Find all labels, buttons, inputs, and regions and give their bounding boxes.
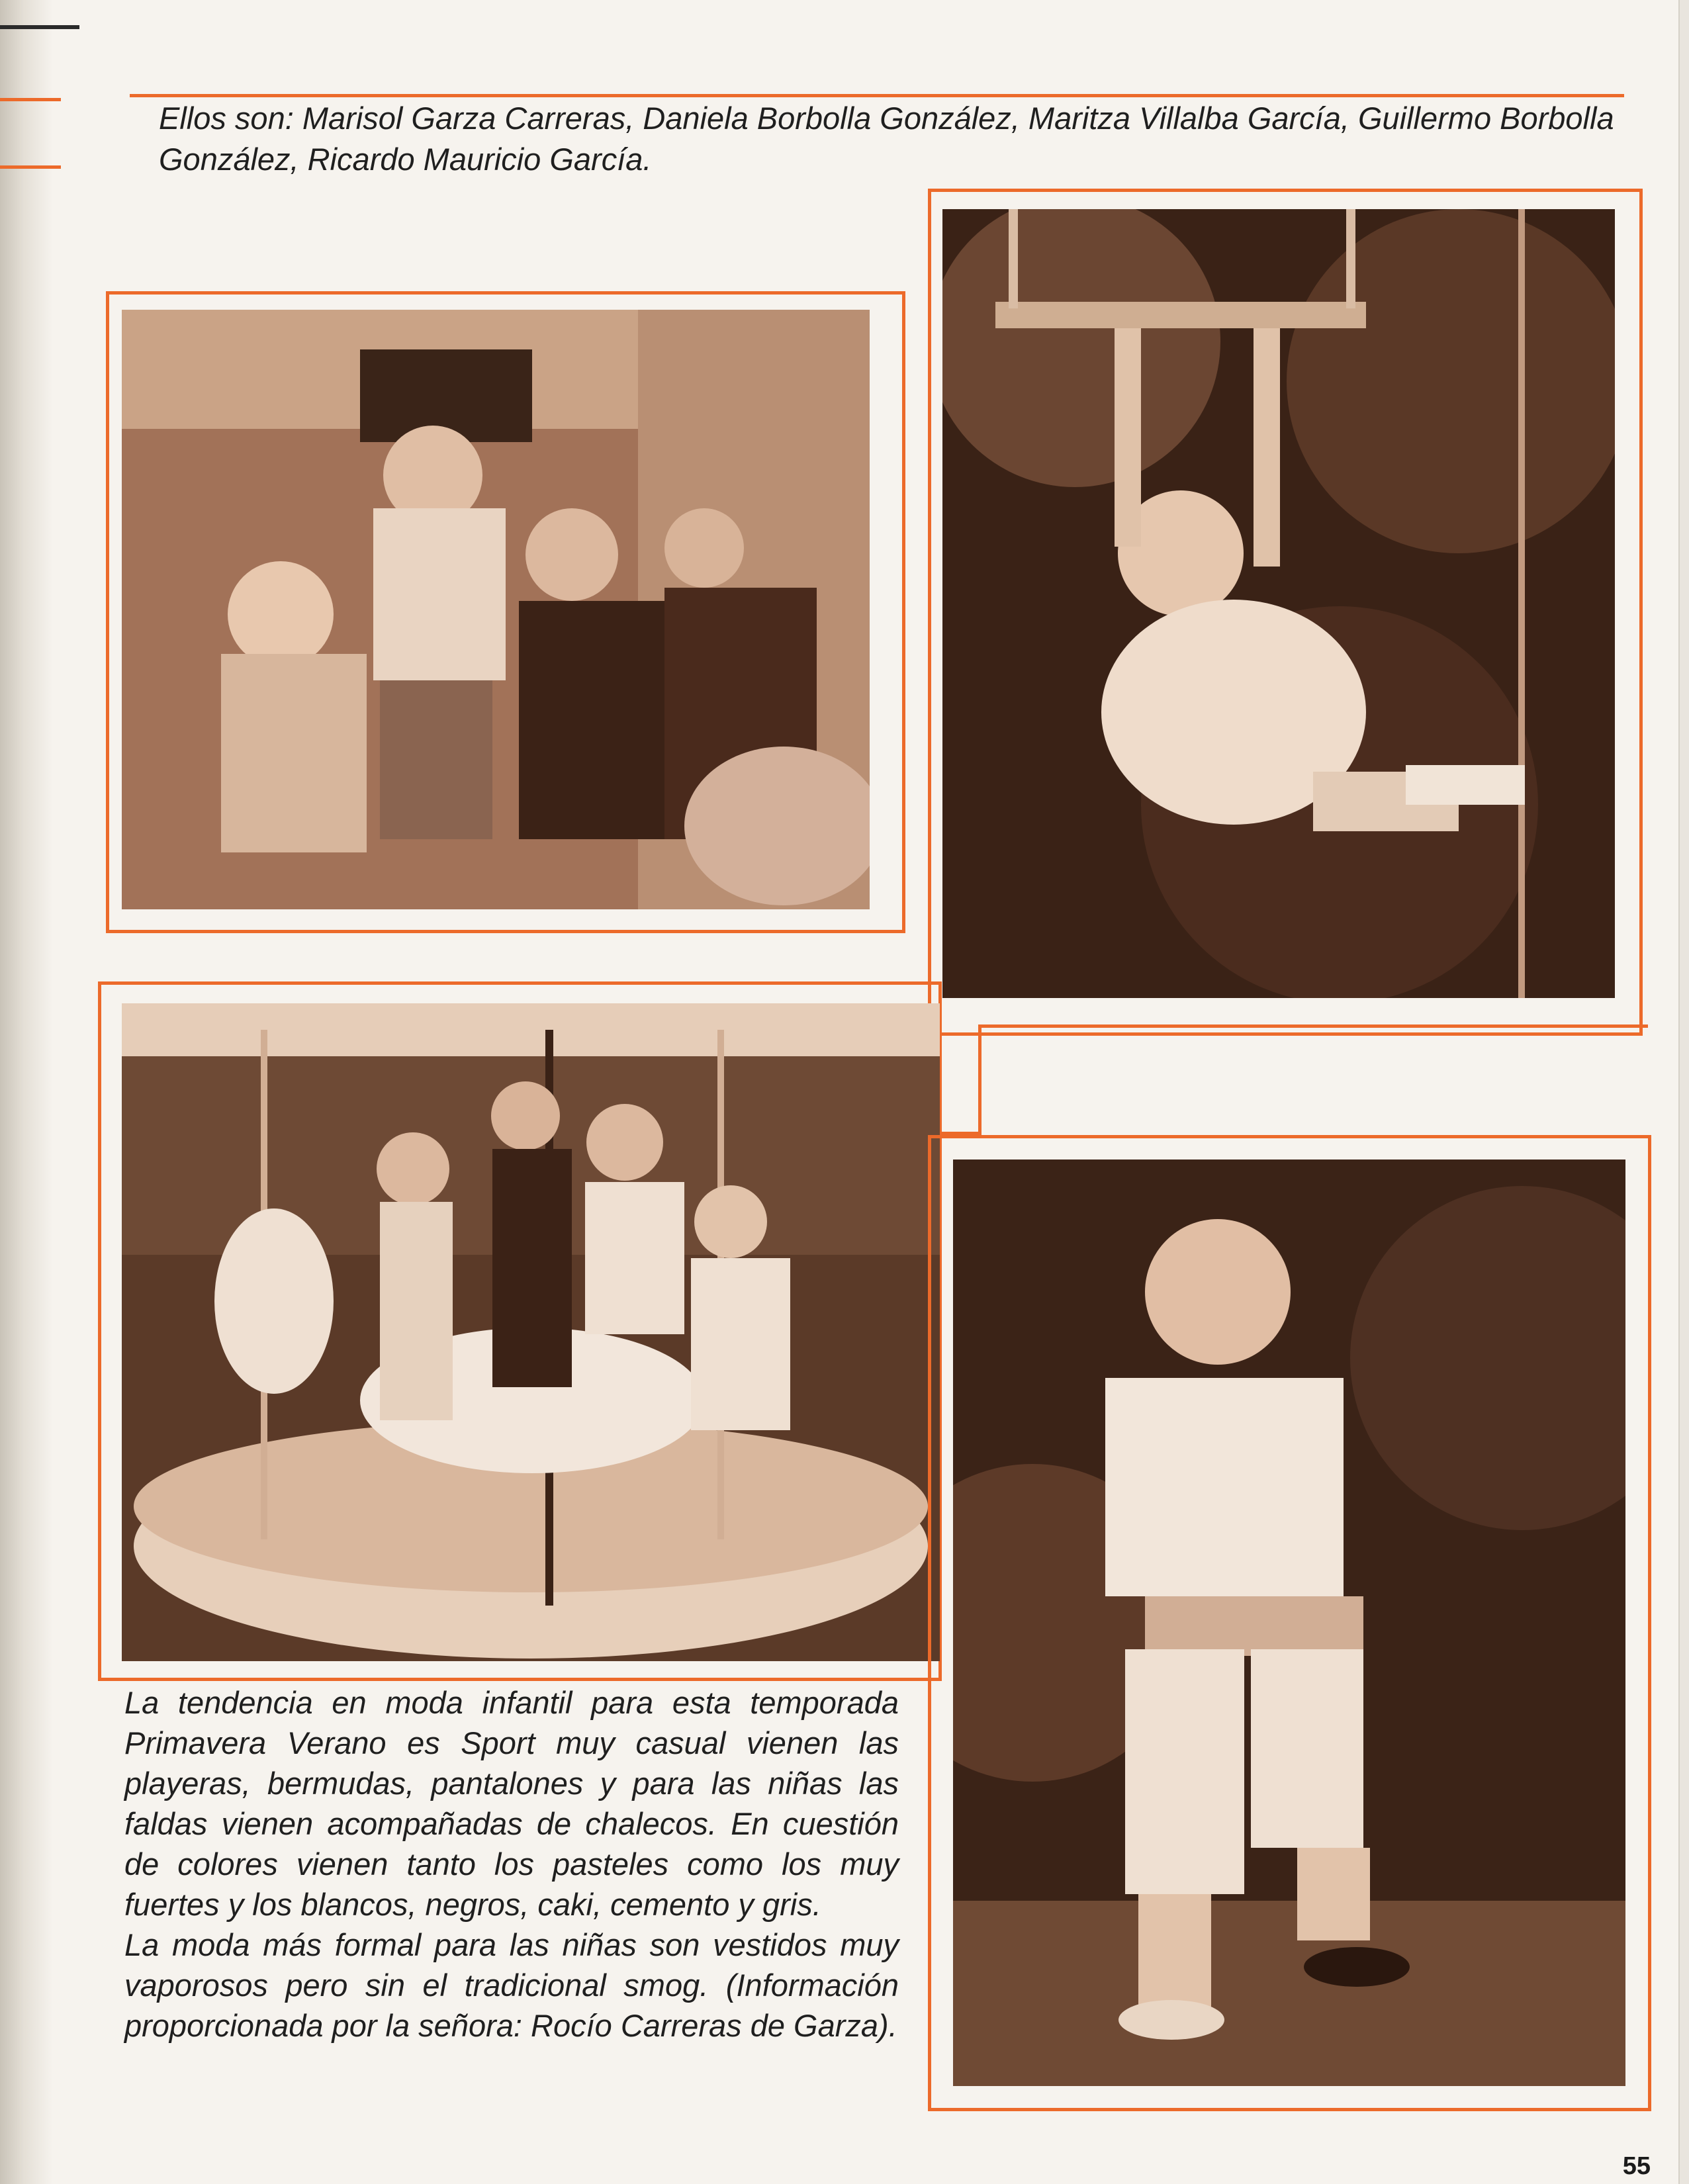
page-right-edge xyxy=(1678,0,1689,2184)
connector-rule-1 xyxy=(980,1024,1648,1028)
left-margin-rule-top xyxy=(0,98,61,101)
page-binding-shadow xyxy=(0,0,53,2184)
photo-children-carousel xyxy=(122,1003,940,1661)
photo-icon xyxy=(122,310,870,909)
photo-icon xyxy=(122,1003,940,1661)
photo-caption: Ellos son: Marisol Garza Carreras, Daniela Borbolla González, Maritza Villalba García, Guillermo Borbolla González, Ricardo Mauricio García. xyxy=(159,101,1614,177)
article-text xyxy=(124,1682,899,2046)
connector-rule-2 xyxy=(978,1024,981,1137)
article-paragraph-1: La tendencia en moda infantil para esta temporada Primavera Verano es Sport muy casual vienen las playeras, bermudas, pantalones y para las niñas las faldas vienen acompañadas de chalecos. En cuestión de colores vienen tanto los pasteles como los muy fuertes y los blancos, negros, caki, cemento y gris. xyxy=(124,1685,899,1922)
page-top-tick xyxy=(0,25,79,29)
photo-girl-standing xyxy=(953,1160,1625,2086)
photo-children-kitchen xyxy=(122,310,870,909)
photo-icon xyxy=(953,1160,1625,2086)
page-number: 55 xyxy=(1622,2152,1651,2180)
left-margin-rule-bottom xyxy=(0,165,61,169)
photo-girl-swing xyxy=(942,209,1615,998)
photo-icon xyxy=(942,209,1615,998)
header-rule xyxy=(130,94,1624,97)
connector-rule-3 xyxy=(940,1132,980,1135)
article-paragraph-2: La moda más formal para las niñas son vestidos muy vaporosos pero sin el tradicional smog. (Información proporcionada por la señora: Rocío Carreras de Garza). xyxy=(124,1927,899,2043)
